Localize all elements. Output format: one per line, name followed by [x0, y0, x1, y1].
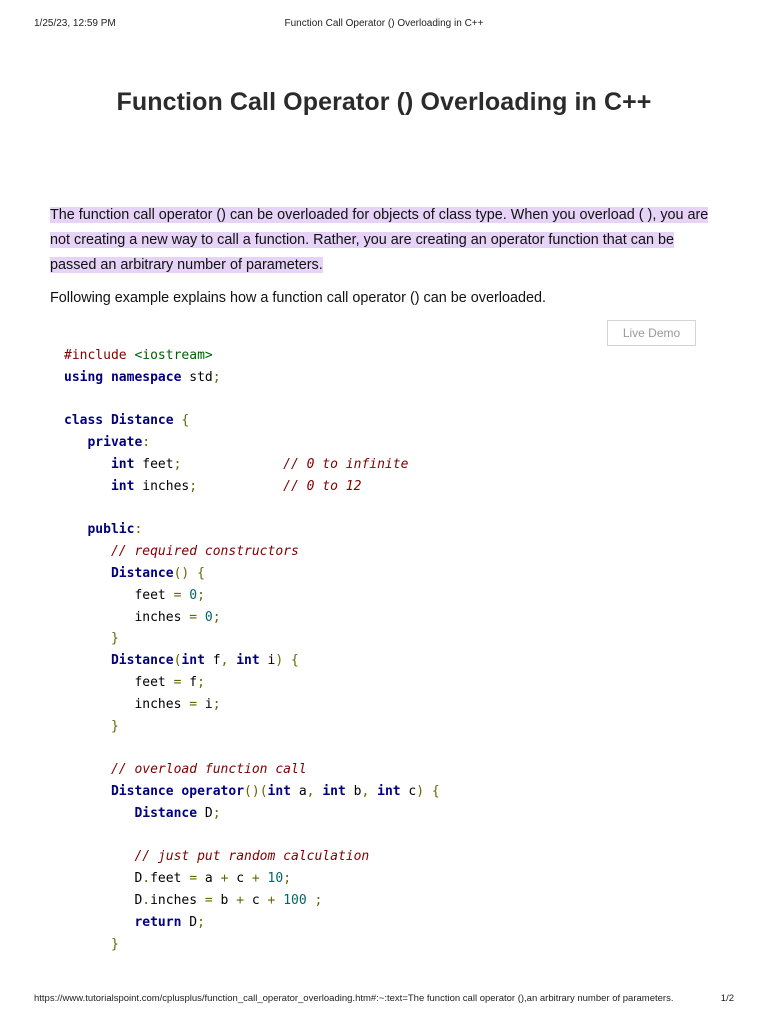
code-token — [64, 915, 134, 930]
code-token — [283, 653, 291, 668]
code-token — [64, 784, 111, 799]
code-token: c — [244, 892, 268, 908]
code-token: ; — [212, 696, 221, 712]
code-token: = — [173, 587, 182, 603]
code-token: 10 — [267, 871, 284, 887]
code-token — [64, 849, 134, 864]
code-token: ; — [212, 369, 221, 385]
code-token: Distance — [110, 413, 174, 429]
code-token: b — [212, 892, 237, 908]
code-token: a — [197, 871, 221, 887]
code-token: = — [189, 871, 198, 887]
code-token: Distance — [134, 805, 198, 821]
code-token: = — [173, 674, 182, 690]
code-token: int — [267, 783, 292, 799]
code-token: int — [110, 456, 135, 472]
code-line — [64, 476, 440, 498]
code-line — [64, 912, 440, 934]
code-token: D — [64, 871, 143, 887]
code-token: #include — [64, 348, 135, 363]
code-token: // 0 to 12 — [283, 478, 362, 494]
code-token — [64, 937, 111, 952]
code-line — [64, 432, 440, 454]
code-token: int — [377, 783, 401, 799]
code-token: 0 — [189, 587, 198, 603]
code-token: { — [291, 653, 299, 669]
code-token — [197, 610, 205, 625]
code-token: std — [181, 369, 213, 385]
print-header — [34, 18, 734, 32]
code-token: { — [431, 783, 440, 799]
code-token: : — [142, 435, 151, 451]
code-line — [64, 585, 440, 607]
code-token: class — [64, 413, 104, 429]
code-token: int — [236, 653, 260, 669]
code-token — [197, 479, 283, 494]
code-token: ; — [314, 892, 323, 908]
code-token: a — [291, 783, 307, 799]
code-token: inches — [64, 696, 190, 712]
code-line — [64, 628, 440, 650]
code-line — [64, 825, 440, 847]
code-line — [64, 934, 440, 956]
code-token: } — [110, 718, 119, 734]
code-token: ; — [283, 871, 292, 887]
code-token: . — [142, 892, 151, 908]
code-token: } — [110, 936, 119, 952]
code-block — [64, 345, 440, 955]
code-token: . — [142, 871, 151, 887]
code-token: c — [400, 783, 417, 799]
code-token — [64, 522, 87, 537]
code-token: ; — [212, 805, 221, 821]
code-line — [64, 563, 440, 585]
code-token: ()( — [244, 783, 268, 799]
code-token: , — [306, 783, 315, 799]
code-token: int — [110, 478, 135, 494]
live-demo-button[interactable]: Live Demo — [607, 320, 696, 346]
code-token: Distance — [110, 565, 174, 581]
code-token: = — [204, 892, 213, 908]
code-token — [260, 871, 268, 886]
code-token — [64, 806, 134, 821]
code-token: Distance — [110, 783, 174, 799]
code-token: inches — [64, 609, 190, 625]
code-token — [189, 566, 197, 581]
code-token: Distance — [110, 653, 174, 669]
code-token: + — [251, 871, 260, 887]
code-token — [275, 893, 283, 908]
code-token — [64, 479, 111, 494]
code-token — [103, 370, 111, 385]
code-token: feet — [64, 587, 174, 603]
code-token: <iostream> — [134, 348, 213, 363]
highlighted-text: The function call operator () can be overloaded for objects of class type. When you overload ( ), you are not creating a new way to call a function. Rather, you are creating an operator function that can be passed an arbitrary number of parameters. — [50, 207, 709, 273]
code-token: D — [197, 805, 213, 821]
code-token — [369, 784, 377, 799]
code-line — [64, 868, 440, 890]
code-token: ; — [197, 587, 205, 603]
code-line — [64, 846, 440, 868]
code-token — [64, 457, 111, 472]
code-token — [64, 631, 111, 646]
code-line — [64, 716, 440, 738]
code-token — [64, 435, 87, 450]
code-line — [64, 890, 440, 912]
page-title: Function Call Operator () Overloading in C++ — [116, 88, 652, 116]
code-token: ; — [197, 674, 205, 690]
code-token — [307, 893, 315, 908]
print-footer — [34, 993, 734, 1007]
explanation-paragraph: Following example explains how a function call operator () can be overloaded. — [50, 290, 546, 306]
code-token: feet — [64, 674, 174, 690]
code-line — [64, 672, 440, 694]
code-token: = — [189, 609, 198, 625]
code-line — [64, 410, 440, 432]
code-token: int — [322, 783, 346, 799]
code-token: using — [64, 369, 104, 385]
code-line — [64, 781, 440, 803]
code-token: : — [134, 522, 143, 538]
code-token: = — [189, 696, 198, 712]
code-token — [64, 653, 111, 668]
code-token: c — [228, 871, 252, 887]
code-token — [181, 457, 283, 472]
code-token: 0 — [204, 609, 213, 625]
code-token: + — [220, 871, 229, 887]
code-token: , — [361, 783, 370, 799]
code-token — [64, 762, 111, 777]
code-token: namespace — [110, 369, 182, 385]
code-token: f — [181, 674, 198, 690]
code-token: inches — [134, 478, 190, 494]
code-token: ; — [189, 478, 198, 494]
code-token: () — [173, 565, 190, 581]
code-line — [64, 607, 440, 629]
code-token: i — [197, 696, 213, 712]
code-line — [64, 519, 440, 541]
code-token: public — [87, 522, 135, 538]
code-token: D — [181, 914, 198, 930]
code-token: private — [87, 435, 143, 451]
code-line — [64, 759, 440, 781]
code-token: int — [181, 653, 205, 669]
code-line — [64, 389, 440, 411]
code-token: // 0 to infinite — [283, 456, 409, 472]
code-token: ) — [416, 783, 425, 799]
code-line — [64, 541, 440, 563]
code-token: { — [181, 413, 190, 429]
print-datetime: 1/25/23, 12:59 PM — [34, 18, 116, 29]
page-number: 1/2 — [720, 993, 734, 1004]
code-token: // overload function call — [110, 762, 307, 778]
code-token: , — [220, 653, 229, 669]
print-doc-title: Function Call Operator () Overloading in C++ — [284, 18, 484, 29]
code-token: inches — [150, 892, 205, 908]
print-url: https://www.tutorialspoint.com/cplusplus/function_call_operator_overloading.htm#:~:text=The function call operator (),an arbitrary number of parameters. — [34, 993, 674, 1004]
code-token: // just put random calculation — [134, 849, 370, 865]
code-token: + — [236, 892, 245, 908]
code-token: { — [197, 565, 205, 581]
code-line — [64, 650, 440, 672]
code-token: ; — [212, 609, 221, 625]
code-token — [64, 544, 111, 559]
code-token — [424, 784, 432, 799]
code-token: feet — [150, 871, 190, 887]
code-token: // required constructors — [110, 544, 299, 560]
code-token: 100 — [283, 892, 307, 908]
code-line — [64, 345, 440, 367]
code-token: operator — [181, 783, 245, 799]
code-token: ; — [197, 914, 205, 930]
code-line — [64, 367, 440, 389]
code-token: D — [64, 892, 143, 908]
code-token: ; — [173, 456, 182, 472]
code-token: + — [267, 892, 276, 908]
code-token: i — [259, 653, 276, 669]
code-token: } — [110, 631, 119, 647]
code-token — [64, 566, 111, 581]
code-token: f — [204, 653, 221, 669]
code-token — [103, 413, 111, 428]
code-token: b — [345, 783, 362, 799]
code-line — [64, 498, 440, 520]
code-line — [64, 803, 440, 825]
code-token: return — [134, 914, 182, 930]
code-token: ( — [173, 653, 182, 669]
code-line — [64, 737, 440, 759]
code-line — [64, 694, 440, 716]
intro-paragraph — [50, 203, 722, 278]
code-token: ) — [275, 653, 284, 669]
code-token — [64, 719, 111, 734]
code-token: feet — [134, 456, 174, 472]
code-line — [64, 454, 440, 476]
